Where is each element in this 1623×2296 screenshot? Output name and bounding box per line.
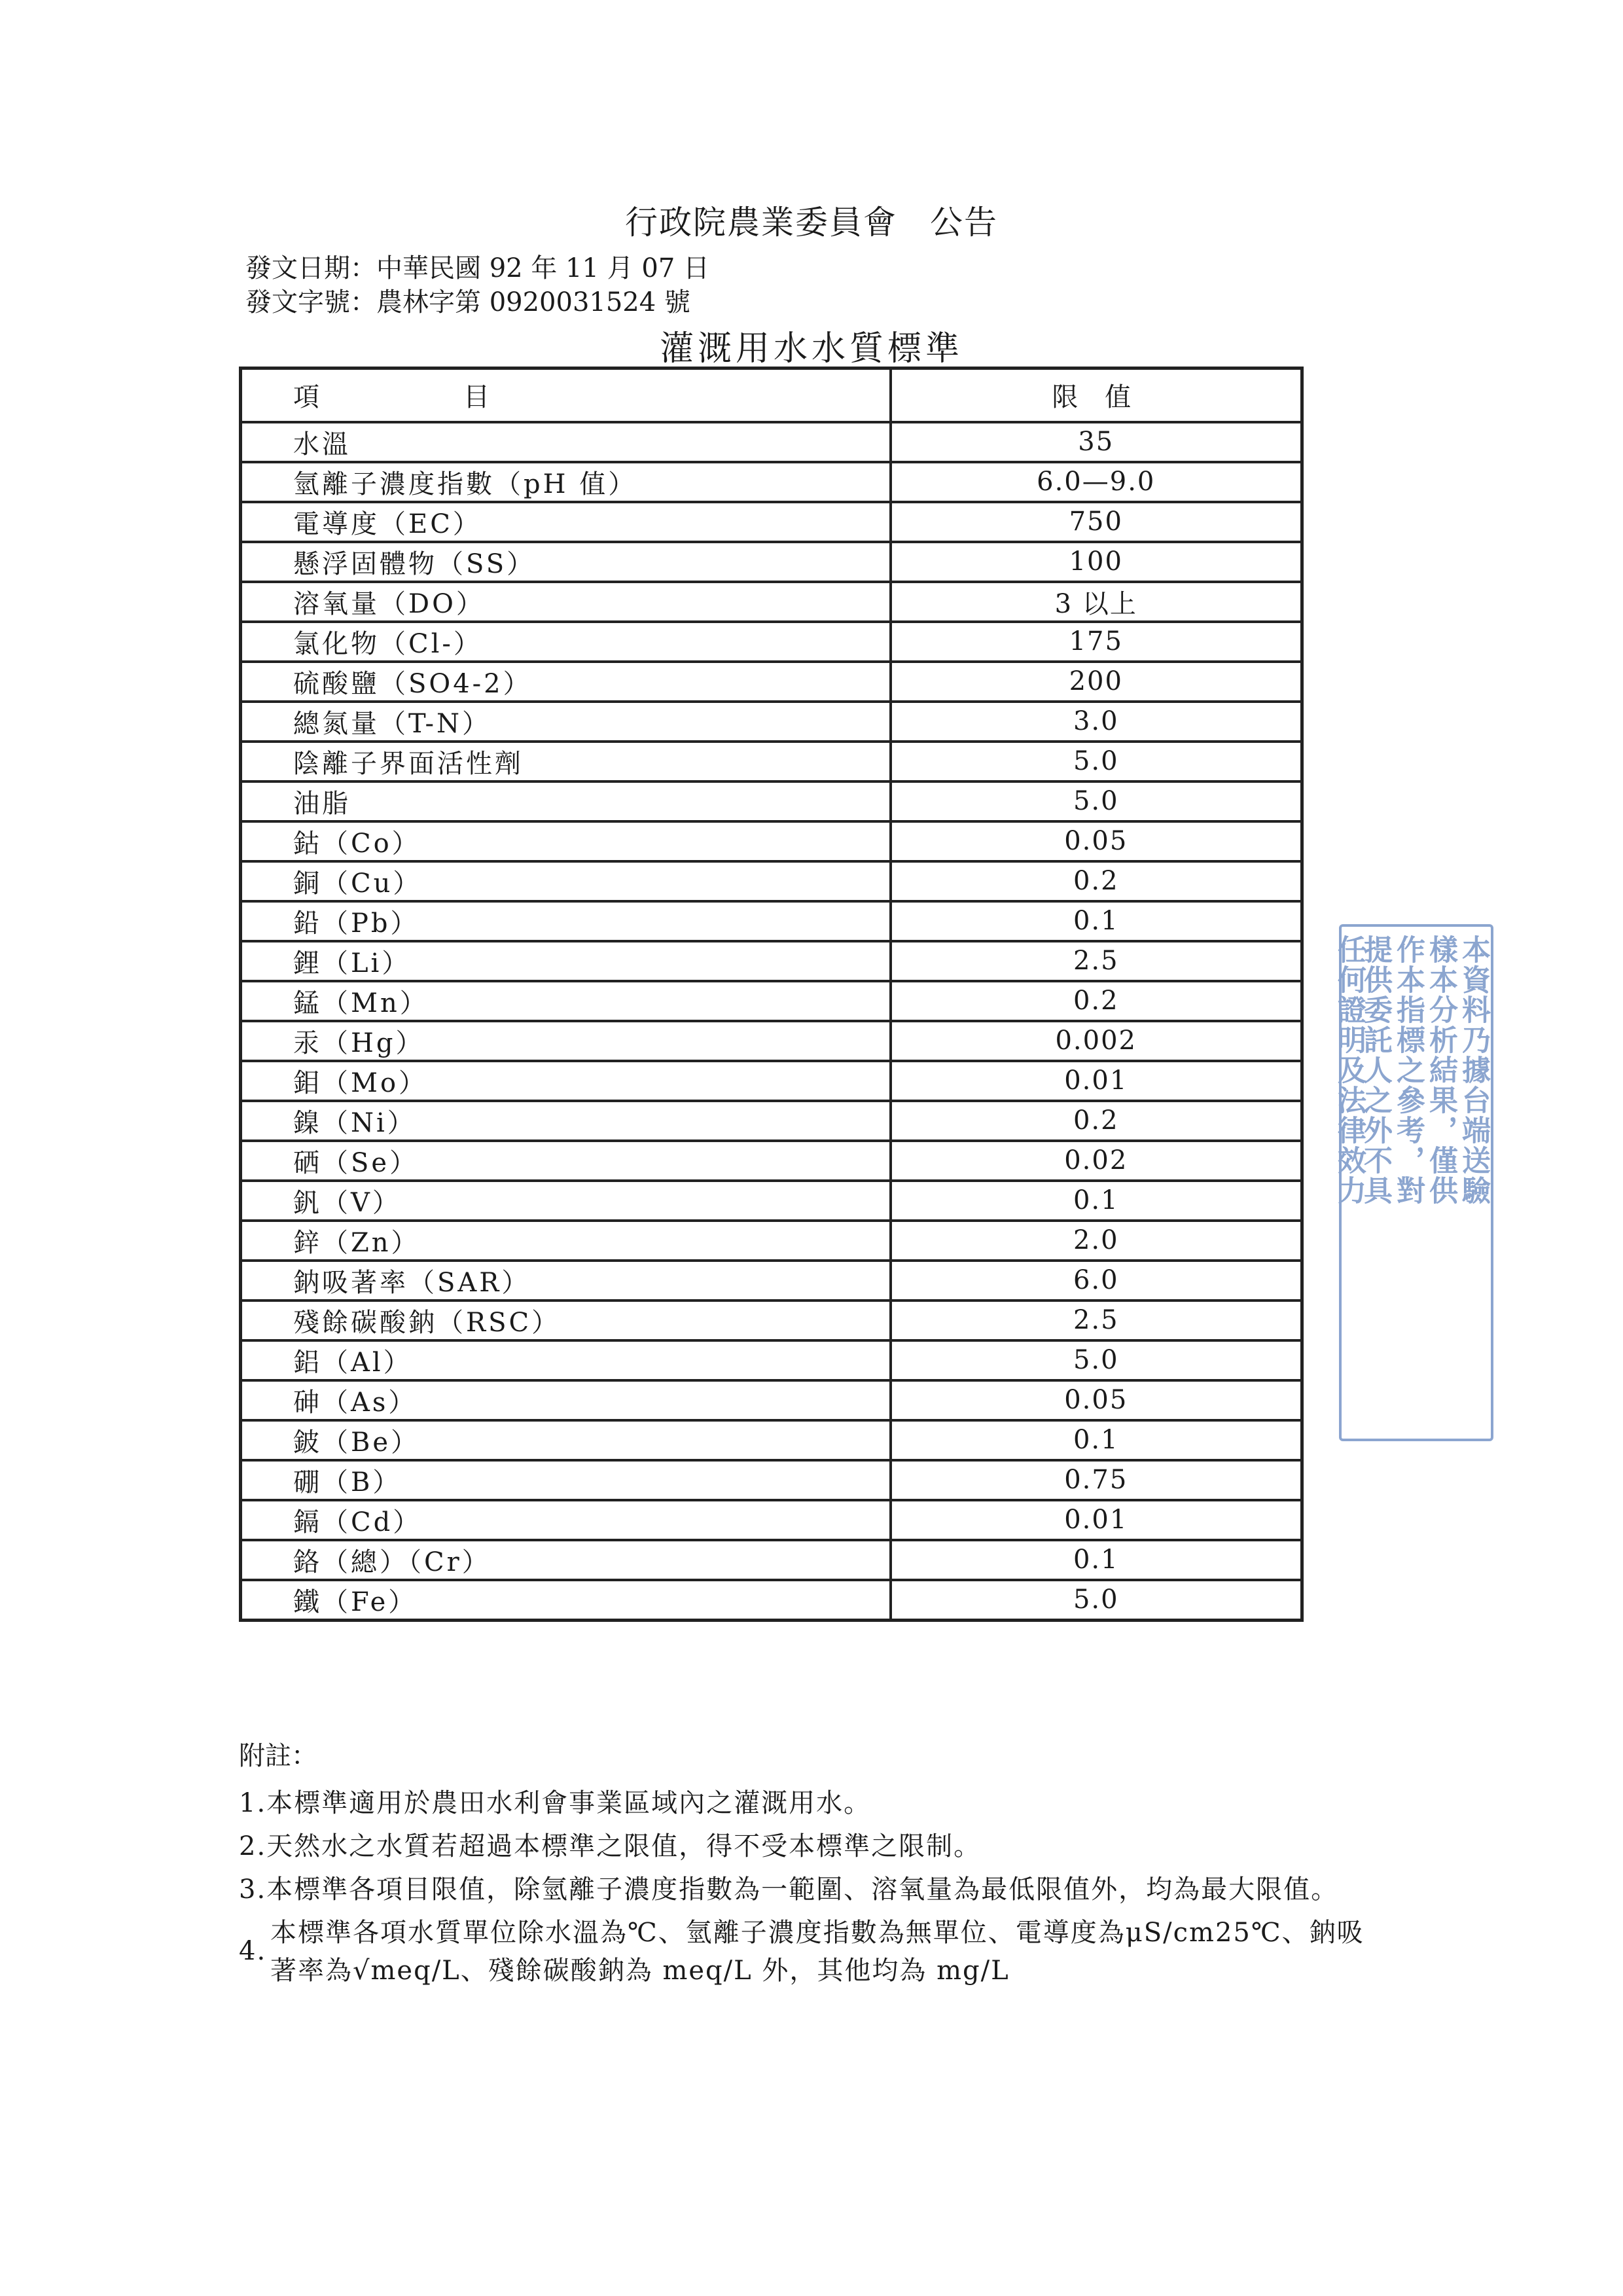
row-limit-value: 0.1 — [891, 1420, 1302, 1460]
table-row — [241, 1380, 1302, 1420]
row-item-name: 氯化物（Cl-） — [241, 622, 891, 662]
row-item-name: 鈹（Be） — [241, 1420, 891, 1460]
table-row — [241, 1420, 1302, 1460]
table-row — [241, 1101, 1302, 1141]
row-limit-value: 0.05 — [891, 821, 1302, 861]
table-row — [241, 1460, 1302, 1500]
table-row — [241, 422, 1302, 462]
table-row — [241, 1340, 1302, 1380]
agency-name: 行政院農業委員會 — [625, 204, 897, 242]
row-limit-value: 0.2 — [891, 981, 1302, 1021]
note-1: 1.本標準適用於農田水利會事業區域內之灌溉用水。 — [239, 1788, 872, 1818]
table-row — [241, 1261, 1302, 1300]
row-limit-value: 6.0 — [891, 1261, 1302, 1300]
row-limit-value: 0.1 — [891, 1181, 1302, 1221]
note-4-line-1: 本標準各項水質單位除水溫為℃、氫離子濃度指數為無單位、電導度為μS/cm25℃、鈉吸 — [270, 1918, 1364, 1948]
table-row — [241, 502, 1302, 542]
row-item-name: 錳（Mn） — [241, 981, 891, 1021]
table-row — [241, 582, 1302, 622]
row-item-name: 油脂 — [241, 781, 891, 821]
header-limit: 限 值 — [891, 368, 1302, 422]
row-limit-value: 0.002 — [891, 1021, 1302, 1061]
row-limit-value: 0.2 — [891, 1101, 1302, 1141]
row-limit-value: 2.5 — [891, 1300, 1302, 1340]
row-item-name: 溶氧量（DO） — [241, 582, 891, 622]
row-item-name: 氫離子濃度指數（pH 值） — [241, 462, 891, 502]
notes-heading: 附註： — [239, 1741, 317, 1771]
table-row — [241, 1221, 1302, 1261]
table-row — [241, 542, 1302, 582]
row-limit-value: 0.05 — [891, 1380, 1302, 1420]
table-row — [241, 662, 1302, 702]
row-limit-value: 0.01 — [891, 1500, 1302, 1540]
table-row — [241, 1061, 1302, 1101]
row-item-name: 硒（Se） — [241, 1141, 891, 1181]
row-item-name: 鐵（Fe） — [241, 1580, 891, 1621]
document-title: 灌溉用水水質標準 — [659, 329, 963, 368]
note-4-number: 4. — [239, 1936, 267, 1966]
header-item — [241, 368, 891, 422]
stamp-column-2: 樣本分析結果，僅供 — [1424, 935, 1457, 1206]
row-limit-value: 6.0—9.0 — [891, 462, 1302, 502]
table-row — [241, 1500, 1302, 1540]
table-row — [241, 901, 1302, 941]
table-row — [241, 781, 1302, 821]
stamp-column-1: 本資料乃據台端送驗 — [1457, 935, 1490, 1206]
row-limit-value: 0.02 — [891, 1141, 1302, 1181]
row-limit-value: 0.1 — [891, 901, 1302, 941]
table-row — [241, 1540, 1302, 1580]
row-item-name: 鈷（Co） — [241, 821, 891, 861]
table-row — [241, 622, 1302, 662]
row-limit-value: 5.0 — [891, 781, 1302, 821]
note-4-line-2: 著率為√meq/L、殘餘碳酸鈉為 meq/L 外，其他均為 mg/L — [270, 1956, 1010, 1986]
table-row — [241, 941, 1302, 981]
header-item-left: 項 — [293, 382, 319, 413]
row-item-name: 水溫 — [241, 422, 891, 462]
announcement-header — [0, 196, 1623, 243]
row-item-name: 陰離子界面活性劑 — [241, 742, 891, 781]
issue-date: 發文日期：中華民國 92 年 11 月 07 日 — [245, 253, 709, 283]
note-4 — [239, 1914, 1501, 1990]
notice-label: 公告 — [930, 204, 998, 242]
disclaimer-stamp — [1332, 924, 1493, 1441]
table-row — [241, 702, 1302, 742]
row-limit-value: 0.75 — [891, 1460, 1302, 1500]
row-item-name: 懸浮固體物（SS） — [241, 542, 891, 582]
row-item-name: 銅（Cu） — [241, 861, 891, 901]
row-limit-value: 5.0 — [891, 742, 1302, 781]
row-item-name: 電導度（EC） — [241, 502, 891, 542]
row-limit-value: 0.1 — [891, 1540, 1302, 1580]
row-item-name: 硫酸鹽（SO4-2） — [241, 662, 891, 702]
row-limit-value: 5.0 — [891, 1340, 1302, 1380]
table-row — [241, 1300, 1302, 1340]
row-item-name: 鈉吸著率（SAR） — [241, 1261, 891, 1300]
row-limit-value: 3 以上 — [891, 582, 1302, 622]
table-row — [241, 1141, 1302, 1181]
table-body — [241, 422, 1302, 1621]
table-row — [241, 981, 1302, 1021]
row-item-name: 砷（As） — [241, 1380, 891, 1420]
row-limit-value: 750 — [891, 502, 1302, 542]
table-row — [241, 462, 1302, 502]
table-row — [241, 821, 1302, 861]
row-item-name: 汞（Hg） — [241, 1021, 891, 1061]
row-item-name: 鎳（Ni） — [241, 1101, 891, 1141]
row-item-name: 鉛（Pb） — [241, 901, 891, 941]
table-row — [241, 861, 1302, 901]
row-limit-value: 0.01 — [891, 1061, 1302, 1101]
row-item-name: 總氮量（T-N） — [241, 702, 891, 742]
notes-section — [239, 1734, 1482, 1990]
row-limit-value: 2.0 — [891, 1221, 1302, 1261]
row-limit-value: 0.2 — [891, 861, 1302, 901]
row-item-name: 鉬（Mo） — [241, 1061, 891, 1101]
row-limit-value: 200 — [891, 662, 1302, 702]
note-3: 3.本標準各項目限值，除氫離子濃度指數為一範圍、溶氧量為最低限值外，均為最大限值。 — [239, 1874, 1339, 1905]
stamp-column-4: 提供委託人之外不具 — [1359, 935, 1392, 1206]
row-limit-value: 5.0 — [891, 1580, 1302, 1621]
table-header-row — [241, 368, 1302, 422]
row-item-name: 硼（B） — [241, 1460, 891, 1500]
stamp-column-5: 任何證明及法律效力 — [1332, 935, 1366, 1206]
row-limit-value: 2.5 — [891, 941, 1302, 981]
row-limit-value: 175 — [891, 622, 1302, 662]
row-item-name: 鉻（總）（Cr） — [241, 1540, 891, 1580]
issue-number: 發文字號：農林字第 0920031524 號 — [245, 287, 690, 317]
table-row — [241, 1580, 1302, 1621]
water-quality-standards-table — [239, 367, 1304, 1622]
row-item-name: 釩（V） — [241, 1181, 891, 1221]
row-item-name: 鋁（Al） — [241, 1340, 891, 1380]
table-row — [241, 1021, 1302, 1061]
table-row — [241, 1181, 1302, 1221]
row-item-name: 鋰（Li） — [241, 941, 891, 981]
note-2: 2.天然水之水質若超過本標準之限值，得不受本標準之限制。 — [239, 1831, 982, 1861]
row-item-name: 鋅（Zn） — [241, 1221, 891, 1261]
row-limit-value: 3.0 — [891, 702, 1302, 742]
row-item-name: 鎘（Cd） — [241, 1500, 891, 1540]
table-row — [241, 742, 1302, 781]
header-item-right: 目 — [463, 382, 490, 413]
row-limit-value: 100 — [891, 542, 1302, 582]
stamp-column-3: 作本指標之參考，對 — [1391, 935, 1425, 1206]
row-item-name: 殘餘碳酸鈉（RSC） — [241, 1300, 891, 1340]
row-limit-value: 35 — [891, 422, 1302, 462]
